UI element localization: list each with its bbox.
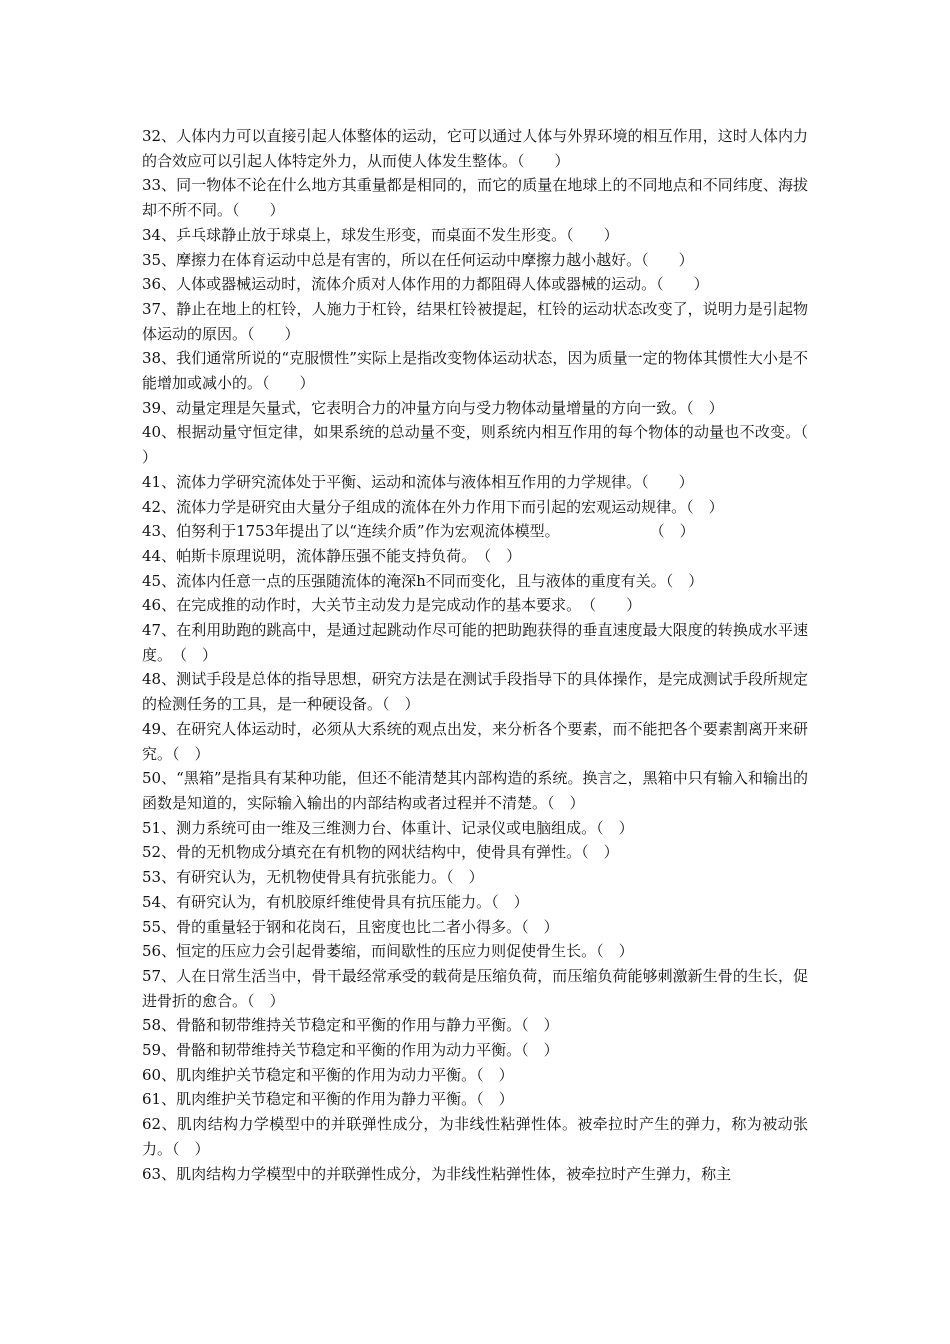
question-40: 40、根据动量守恒定律，如果系统的总动量不变，则系统内相互作用的每个物体的动量也不改变。（ ）	[142, 423, 839, 467]
question-55: 55、骨的重量轻于钢和花岗石，且密度也比二者小得多。（ ）	[142, 917, 559, 936]
question-62: 62、肌肉结构力学模型中的并联弹性成分，为非线性粘弹性体。被牵拉时产生的弹力，称为被动张力。（ ）	[142, 1115, 808, 1158]
question-48: 48、测试手段是总体的指导思想，研究方法是在测试手段指导下的具体操作，是完成测试手段所规定的检测任务的工具，是一种硬设备。（ ）	[142, 670, 808, 714]
question-43: 43、伯努利于1753年提出了以“连续介质”作为宏观流体模型。 （ ）	[142, 522, 695, 541]
question-42: 42、流体力学是研究由大量分子组成的流体在外力作用下而引起的宏观运动规律。（ ）	[142, 497, 724, 516]
question-60: 60、肌肉维护关节稳定和平衡的作用为动力平衡。（ ）	[142, 1065, 514, 1084]
question-58: 58、骨骼和韧带维持关节稳定和平衡的作用与静力平衡。（ ）	[142, 1016, 559, 1035]
question-63: 63、肌肉结构力学模型中的并联弹性成分，为非线性粘弹性体，被牵拉时产生弹力，称主	[142, 1164, 732, 1183]
question-53: 53、有研究认为，无机物使骨具有抗张能力。（ ）	[142, 868, 484, 887]
question-52: 52、骨的无机物成分填充在有机物的网状结构中，使骨具有弹性。（ ）	[142, 843, 619, 862]
question-34: 34、乒乓球静止放于球桌上，球发生形变，而桌面不发生形变。（ ）	[142, 225, 619, 244]
question-39: 39、动量定理是矢量式，它表明合力的冲量方向与受力物体动量增量的方向一致。（ ）	[142, 398, 724, 417]
question-33: 33、同一物体不论在什么地方其重量都是相同的，而它的质量在地球上的不同地点和不同纬度、海拔却不所不同。（ ）	[142, 176, 808, 220]
question-59: 59、骨骼和韧带维持关节稳定和平衡的作用为动力平衡。（ ）	[142, 1041, 559, 1060]
question-46: 46、在完成推的动作时，大关节主动发力是完成动作的基本要求。 （ ）	[142, 596, 642, 615]
question-51: 51、测力系统可由一维及三维测力台、体重计、记录仪或电脑组成。（ ）	[142, 818, 634, 837]
question-35: 35、摩擦力在体育运动中总是有害的，所以在任何运动中摩擦力越小越好。（ ）	[142, 250, 694, 269]
question-61: 61、肌肉维护关节稳定和平衡的作用为静力平衡。（ ）	[142, 1090, 514, 1109]
question-56: 56、恒定的压应力会引起骨萎缩，而间歇性的压应力则促使骨生长。（ ）	[142, 942, 634, 961]
question-37: 37、静止在地上的杠铃，人施力于杠铃，结果杠铃被提起，杠铃的运动状态改变了，说明力是引起物体运动的原因。（ ）	[142, 299, 808, 343]
question-49: 49、在研究人体运动时，必须从大系统的观点出发，来分析各个要素，而不能把各个要素割离开来研究。（ ）	[142, 719, 808, 763]
question-41: 41、流体力学研究流体处于平衡、运动和流体与液体相互作用的力学规律。（ ）	[142, 472, 694, 491]
question-44: 44、帕斯卡原理说明，流体静压强不能支持负荷。 （ ）	[142, 546, 522, 565]
question-57: 57、人在日常生活当中，骨干最经常承受的载荷是压缩负荷，而压缩负荷能够刺激新生骨的生长，促进骨折的愈合。（ ）	[142, 966, 808, 1010]
question-36: 36、人体或器械运动时，流体介质对人体作用的力都阻碍人体或器械的运动。（ ）	[142, 275, 709, 294]
question-50: 50、“黑箱”是指具有某种功能，但还不能清楚其内部构造的系统。换言之，黑箱中只有输入和输出的函数是知道的，实际输入输出的内部结构或者过程并不清楚。（ ）	[142, 769, 808, 812]
document-page	[142, 124, 839, 1186]
question-38: 38、我们通常所说的“克服惯性”实际上是指改变物体运动状态，因为质量一定的物体其惯性大小是不能增加或减小的。（ ）	[142, 349, 808, 393]
question-45: 45、流体内任意一点的压强随流体的淹深h不同而变化，且与液体的重度有关。（ ）	[142, 571, 704, 590]
question-54: 54、有研究认为，有机胶原纤维使骨具有抗压能力。（ ）	[142, 892, 529, 911]
question-47: 47、在利用助跑的跳高中，是通过起跳动作尽可能的把助跑获得的垂直速度最大限度的转换成水平速度。 （ ）	[142, 621, 808, 664]
question-32: 32、人体内力可以直接引起人体整体的运动，它可以通过人体与外界环境的相互作用，这时人体内力的合效应可以引起人体特定外力，从而使人体发生整体。（ ）	[142, 127, 808, 170]
